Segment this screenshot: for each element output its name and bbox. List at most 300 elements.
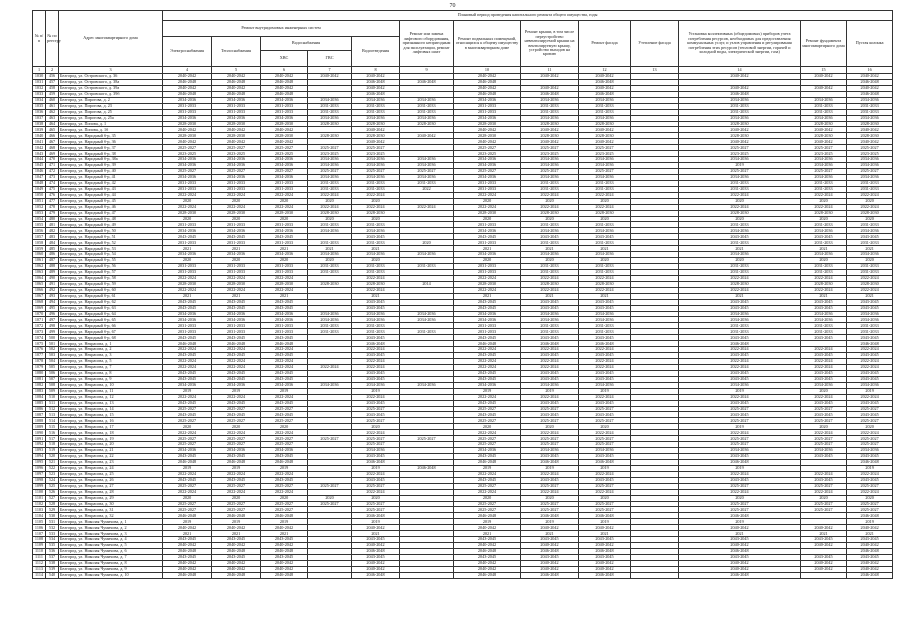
period-cell: 2025-2027 [521,483,579,489]
period-cell: 2019 [521,388,579,394]
period-cell: 2043-2045 [163,234,212,240]
period-cell: 2046-2048 [521,91,579,97]
registry-number-cell: 456 [46,74,59,80]
registry-number-cell: 462 [46,109,59,115]
period-cell: 2021 [579,246,631,252]
period-cell: 2043-2045 [579,400,631,406]
period-cell: 2043-2045 [352,234,400,240]
period-cell: 2034-2036 [308,163,352,169]
period-cell: 2022-2024 [801,359,847,365]
period-cell: 2034-2036 [308,157,352,163]
period-cell: 2043-2045 [679,412,801,418]
period-cell: 2025-2027 [352,507,400,513]
registry-number-cell: 493 [46,293,59,299]
period-cell: 2034-2036 [521,228,579,234]
period-cell: 2043-2045 [521,370,579,376]
period-cell: 2040-2042 [847,85,893,91]
registry-number-cell: 479 [46,210,59,216]
row-number-cell: 1071 [33,317,46,323]
period-cell: 2022-2024 [801,394,847,400]
registry-number-cell: 510 [46,394,59,400]
period-cell: 2046-2048 [521,459,579,465]
row-number-cell: 1077 [33,353,46,359]
period-cell: 2031-2033 [521,264,579,270]
period-cell: 2043-2045 [679,554,801,560]
period-cell: 2021 [679,246,801,252]
period-cell: 2025-2027 [801,406,847,412]
period-cell: 2025-2027 [579,483,631,489]
period-cell: 2034-2036 [308,311,352,317]
period-cell: 2020 [679,495,801,501]
period-cell: 2022-2024 [579,192,631,198]
period-cell: 2040-2042 [521,560,579,566]
period-cell: 2034-2036 [521,382,579,388]
period-cell: 2031-2033 [352,109,400,115]
col-facade-header: Ремонт фасада [579,21,631,67]
period-cell: 2025-2027 [163,483,212,489]
address-cell: Белгород, ул. Народный б-р, 40 [59,169,163,175]
period-cell: 2034-2036 [847,174,893,180]
row-number-cell: 1101 [33,495,46,501]
row-number-cell: 1073 [33,329,46,335]
period-cell: 2040-2042 [847,525,893,531]
row-number-cell: 1034 [33,97,46,103]
row-number-cell: 1103 [33,507,46,513]
period-cell: 2031-2033 [261,264,308,270]
period-cell: 2046-2048 [454,341,521,347]
address-cell: Белгород, ул. Николая Чумичова, д. 4 [59,537,163,543]
period-cell: 2021 [352,293,400,299]
period-cell: 2025-2027 [454,507,521,513]
column-number-cell: 13 [631,67,679,74]
period-cell: 2031-2033 [847,269,893,275]
address-cell: Белгород, ул. Народный б-р, 42 [59,180,163,186]
period-cell: 2043-2045 [454,353,521,359]
period-cell: 2034-2036 [163,115,212,121]
period-cell: 2025-2027 [579,169,631,175]
period-cell: 2046-2048 [352,513,400,519]
period-cell: 2046-2048 [521,549,579,555]
period-cell: 2022-2024 [521,204,579,210]
column-number-cell: 6 [261,67,308,74]
period-cell: 2040-2042 [847,560,893,566]
period-cell: 2020 [352,258,400,264]
row-number-cell: 1055 [33,222,46,228]
registry-number-cell: 467 [46,139,59,145]
period-cell: 2031-2033 [352,323,400,329]
registry-number-cell: 520 [46,454,59,460]
registry-number-cell: 488 [46,264,59,270]
period-cell: 2022-2024 [352,347,400,353]
address-cell: Белгород, ул. Народный б-р, 63 [59,305,163,311]
period-cell: 2040-2042 [521,543,579,549]
period-cell: 2040-2042 [352,127,400,133]
period-cell: 2034-2036 [261,157,308,163]
period-cell: 2021 [801,531,847,537]
period-cell: 2031-2033 [261,109,308,115]
period-cell: 2034-2036 [679,317,801,323]
registry-number-cell: 505 [46,364,59,370]
address-cell: Белгород, ул. Народный б-р, 51 [59,234,163,240]
period-cell: 2040-2042 [521,127,579,133]
period-cell: 2028-2030 [261,121,308,127]
period-cell: 2034-2036 [801,228,847,234]
address-cell: Белгород, ул. Николая Чумичова, д. 10 [59,572,163,578]
capital-repair-schedule-table [32,10,893,579]
period-cell: 2021 [521,246,579,252]
period-cell: 2043-2045 [801,412,847,418]
registry-number-cell: 495 [46,305,59,311]
period-cell: 2022-2024 [163,471,212,477]
period-cell: 2021 [521,531,579,537]
period-cell: 2025-2027 [801,418,847,424]
table-row [33,572,893,578]
period-cell: 2034-2036 [308,228,352,234]
period-cell: 2025-2027 [261,501,308,507]
registry-number-cell: 517 [46,436,59,442]
period-cell: 2020 [847,495,893,501]
period-cell: 2021 [454,293,521,299]
period-cell: 2022-2024 [579,394,631,400]
column-number-cell: 4 [163,67,212,74]
period-cell: 2022-2024 [454,287,521,293]
period-cell: 2022-2024 [261,489,308,495]
registry-number-cell: 473 [46,174,59,180]
period-cell: 2031-2033 [454,323,521,329]
period-cell: 2034-2036 [308,97,352,103]
registry-number-cell: 459 [46,91,59,97]
period-cell: 2031-2033 [212,269,261,275]
address-cell: Белгород, ул. Народный б-р, 43 [59,186,163,192]
period-cell: 2022-2024 [308,364,352,370]
period-cell: 2031-2033 [163,240,212,246]
period-cell: 2034-2036 [163,157,212,163]
row-number-cell: 1063 [33,269,46,275]
period-cell: 2031-2033 [801,180,847,186]
period-cell: 2034-2036 [454,448,521,454]
period-cell: 2022-2024 [579,430,631,436]
column-number-cell: 2 [46,67,59,74]
period-cell: 2022-2024 [261,287,308,293]
period-cell: 2028-2030 [521,121,579,127]
period-cell: 2021 [847,246,893,252]
period-cell: 2040-2042 [679,566,801,572]
period-cell: 2028-2030 [801,121,847,127]
period-cell: 2019 [261,465,308,471]
period-cell [400,572,454,578]
period-cell: 2040-2042 [261,74,308,80]
period-cell: 2022-2024 [679,359,801,365]
period-cell: 2034-2036 [801,163,847,169]
address-cell: Белгород, ул. Николая Чумичова, д. 6 [59,549,163,555]
period-cell: 2031-2033 [801,269,847,275]
period-cell: 2025-2027 [801,436,847,442]
period-cell: 2046-2048 [454,513,521,519]
row-number-cell: 1096 [33,465,46,471]
registry-number-cell: 513 [46,412,59,418]
period-cell: 2025-2027 [847,406,893,412]
period-cell: 2043-2045 [579,234,631,240]
period-cell: 2034-2036 [679,115,801,121]
period-cell: 2034-2036 [212,157,261,163]
address-cell: Белгород, ул. Пирогова, д. 25а [59,115,163,121]
period-cell: 2046-2048 [579,91,631,97]
period-cell: 2043-2045 [352,370,400,376]
period-cell: 2022-2024 [212,359,261,365]
address-cell: Белгород, ул. Народный б-р, 46 [59,204,163,210]
period-cell: 2025-2027 [454,418,521,424]
period-cell: 2046-2048 [261,513,308,519]
period-cell: 2043-2045 [801,299,847,305]
address-cell: Белгород, ул. Попова, д. 1 [59,121,163,127]
period-cell: 2022-2024 [261,471,308,477]
period-cell: 2043-2045 [579,477,631,483]
period-cell: 2023-2025 [454,151,521,157]
period-cell: 2040-2042 [679,85,801,91]
period-cell: 2043-2045 [521,400,579,406]
period-cell: 2040-2042 [454,127,521,133]
registry-number-cell: 514 [46,418,59,424]
address-cell: Белгород, ул. Народный б-р, 67 [59,329,163,335]
period-cell: 2043-2045 [801,400,847,406]
period-cell: 2043-2045 [352,299,400,305]
period-cell: 2025-2027 [679,418,801,424]
period-cell: 2034-2036 [400,115,454,121]
period-cell: 2034-2036 [579,157,631,163]
period-cell: 2043-2045 [352,412,400,418]
period-cell: 2034-2036 [454,382,521,388]
period-cell: 2028-2030 [454,121,521,127]
period-cell: 2040-2042 [454,525,521,531]
period-cell: 2031-2033 [579,329,631,335]
period-cell: 2043-2045 [847,412,893,418]
period-cell: 2043-2045 [212,376,261,382]
period-cell: 2025-2027 [163,169,212,175]
period-cell: 2023-2025 [579,151,631,157]
period-cell: 2022-2024 [163,192,212,198]
period-cell: 2031-2033 [163,323,212,329]
registry-number-cell: 531 [46,519,59,525]
table-body [33,74,893,579]
period-cell: 2040-2042 [801,543,847,549]
address-cell: Белгород, ул. Попова, д. 1б [59,127,163,133]
period-cell: 2031-2033 [212,103,261,109]
registry-number-cell: 494 [46,299,59,305]
address-cell: Белгород, ул. Николая Чумичова, д. 3 [59,531,163,537]
period-cell: 2020 [261,424,308,430]
period-cell: 2019 [352,388,400,394]
period-cell: 2043-2045 [261,335,308,341]
period-cell: 2028-2030 [521,210,579,216]
address-cell: Белгород, ул. Народный б-р, 38 [59,151,163,157]
period-cell: 2023-2025 [352,151,400,157]
period-cell: 2046-2048 [163,513,212,519]
address-cell: Белгород, ул. Некрасова, д. 15 [59,412,163,418]
period-cell: 2031-2033 [579,186,631,192]
period-cell: 2034-2036 [352,115,400,121]
period-cell: 2025-2027 [521,442,579,448]
period-cell: 2034-2036 [352,174,400,180]
period-cell: 2031-2033 [163,329,212,335]
registry-number-cell: 524 [46,477,59,483]
period-cell: 2034-2036 [454,317,521,323]
period-cell: 2046-2048 [521,572,579,578]
period-cell: 2028-2030 [454,210,521,216]
period-cell: 2043-2045 [679,305,801,311]
period-cell: 2025-2027 [261,145,308,151]
column-number-cell: 5 [212,67,261,74]
period-cell: 2046-2048 [352,91,400,97]
period-cell: 2020 [579,198,631,204]
address-cell: Белгород, ул. Некрасова, д. 5 [59,359,163,365]
row-number-cell: 1086 [33,406,46,412]
row-number-cell: 1062 [33,264,46,270]
period-cell: 2046-2048 [579,549,631,555]
period-cell: 2043-2045 [454,234,521,240]
period-cell: 2028-2030 [579,210,631,216]
period-cell: 2022-2024 [308,204,352,210]
period-cell: 2040-2042 [847,543,893,549]
period-cell: 2046-2048 [163,549,212,555]
period-cell: 2043-2045 [579,335,631,341]
period-cell: 2031-2033 [847,109,893,115]
period-cell: 2014 [400,281,454,287]
period-cell: 2043-2045 [212,537,261,543]
period-cell: 2022-2024 [454,204,521,210]
registry-number-cell: 522 [46,465,59,471]
period-cell: 2031-2033 [261,240,308,246]
period-cell: 2022-2024 [261,347,308,353]
period-cell: 2034-2036 [163,228,212,234]
registry-number-cell: 477 [46,198,59,204]
period-cell: 2034-2036 [801,115,847,121]
period-cell: 2019 [163,388,212,394]
period-cell: 2043-2045 [212,370,261,376]
period-cell: 2034-2036 [579,228,631,234]
row-number-cell: 1070 [33,311,46,317]
period-cell: 2022-2024 [801,471,847,477]
registry-number-cell: 471 [46,163,59,169]
period-cell: 2022-2024 [212,471,261,477]
period-cell: 2043-2045 [454,305,521,311]
address-cell: Белгород, ул. Народный б-р, 56 [59,264,163,270]
period-cell: 2020 [261,258,308,264]
period-cell: 2031-2033 [579,264,631,270]
period-cell: 2031-2033 [679,222,801,228]
period-cell: 2020 [679,216,801,222]
period-cell: 2025-2027 [521,501,579,507]
row-number-cell: 1074 [33,335,46,341]
period-cell: 2040-2042 [163,543,212,549]
period-cell: 2034-2036 [261,228,308,234]
period-cell: 2043-2045 [679,477,801,483]
period-cell: 2043-2045 [847,299,893,305]
period-cell: 2025-2027 [579,507,631,513]
period-cell: 2022-2024 [521,347,579,353]
period-cell: 2022-2024 [521,430,579,436]
period-cell: 2025-2027 [261,507,308,513]
period-cell: 2025-2027 [847,507,893,513]
period-cell: 2034-2036 [454,157,521,163]
period-cell: 2031-2033 [847,103,893,109]
period-cell: 2031-2033 [801,323,847,329]
address-cell: Белгород, ул. Народный б-р, 36 [59,139,163,145]
row-number-cell: 1031 [33,79,46,85]
period-cell: 2020 [352,216,400,222]
period-cell: 2022-2024 [454,394,521,400]
registry-number-cell: 516 [46,430,59,436]
period-cell: 2019 [679,388,801,394]
period-cell: 2025-2027 [454,169,521,175]
period-cell: 2022-2024 [847,430,893,436]
period-cell: 2019 [679,519,801,525]
period-cell: 2031-2033 [400,103,454,109]
period-cell: 2031-2033 [847,222,893,228]
period-cell: 2020 [521,216,579,222]
period-cell: 2023-2025 [212,151,261,157]
period-cell: 2025-2027 [801,501,847,507]
registry-number-cell: 538 [46,560,59,566]
period-cell: 2046-2048 [212,341,261,347]
period-cell: 2034-2036 [679,174,801,180]
period-cell: 2046-2048 [352,341,400,347]
period-cell: 2043-2045 [579,370,631,376]
period-cell: 2043-2045 [521,234,579,240]
row-number-cell: 1043 [33,151,46,157]
row-number-cell: 1106 [33,525,46,531]
row-number-cell: 1092 [33,442,46,448]
period-cell: 2034-2036 [163,163,212,169]
period-cell: 2022-2024 [163,364,212,370]
period-cell: 2023-2025 [521,151,579,157]
address-cell: Белгород, ул. Народный б-р, 48 [59,216,163,222]
registry-number-cell: 498 [46,323,59,329]
period-cell: 2020 [454,424,521,430]
period-cell: 2022-2024 [679,489,801,495]
address-cell: Белгород, ул. Народный б-р, 59 [59,281,163,287]
period-cell: 2025-2027 [308,501,352,507]
period-cell: 2034-2036 [261,163,308,169]
period-cell: 2034-2036 [801,317,847,323]
row-number-cell: 1067 [33,293,46,299]
period-cell: 2043-2045 [261,234,308,240]
period-cell: 2020 [801,216,847,222]
period-cell: 2025-2027 [352,169,400,175]
period-cell: 2031-2033 [308,103,352,109]
period-cell: 2020 [163,424,212,430]
period-cell: 2043-2045 [847,305,893,311]
period-cell: 2043-2045 [454,537,521,543]
period-cell: 2043-2045 [679,234,801,240]
period-cell: 2021 [579,293,631,299]
period-cell: 2025-2027 [212,442,261,448]
row-number-cell: 1047 [33,174,46,180]
col-basement-header: Ремонт подвальных помещений, относящихся к общему имуществу в многоквартирном доме [454,21,521,67]
period-cell: 2023-2025 [308,151,352,157]
period-cell: 2034-2036 [801,382,847,388]
row-number-cell: 1053 [33,210,46,216]
period-cell: 2025-2027 [212,436,261,442]
period-cell: 2034-2036 [454,97,521,103]
registry-number-cell: 490 [46,275,59,281]
period-cell: 2040-2042 [212,525,261,531]
period-cell: 2040-2042 [679,525,801,531]
period-cell: 2034-2036 [579,174,631,180]
period-cell: 2040-2042 [579,139,631,145]
period-cell: 2022-2024 [801,489,847,495]
period-cell: 2034-2036 [579,163,631,169]
registry-number-cell: 502 [46,347,59,353]
